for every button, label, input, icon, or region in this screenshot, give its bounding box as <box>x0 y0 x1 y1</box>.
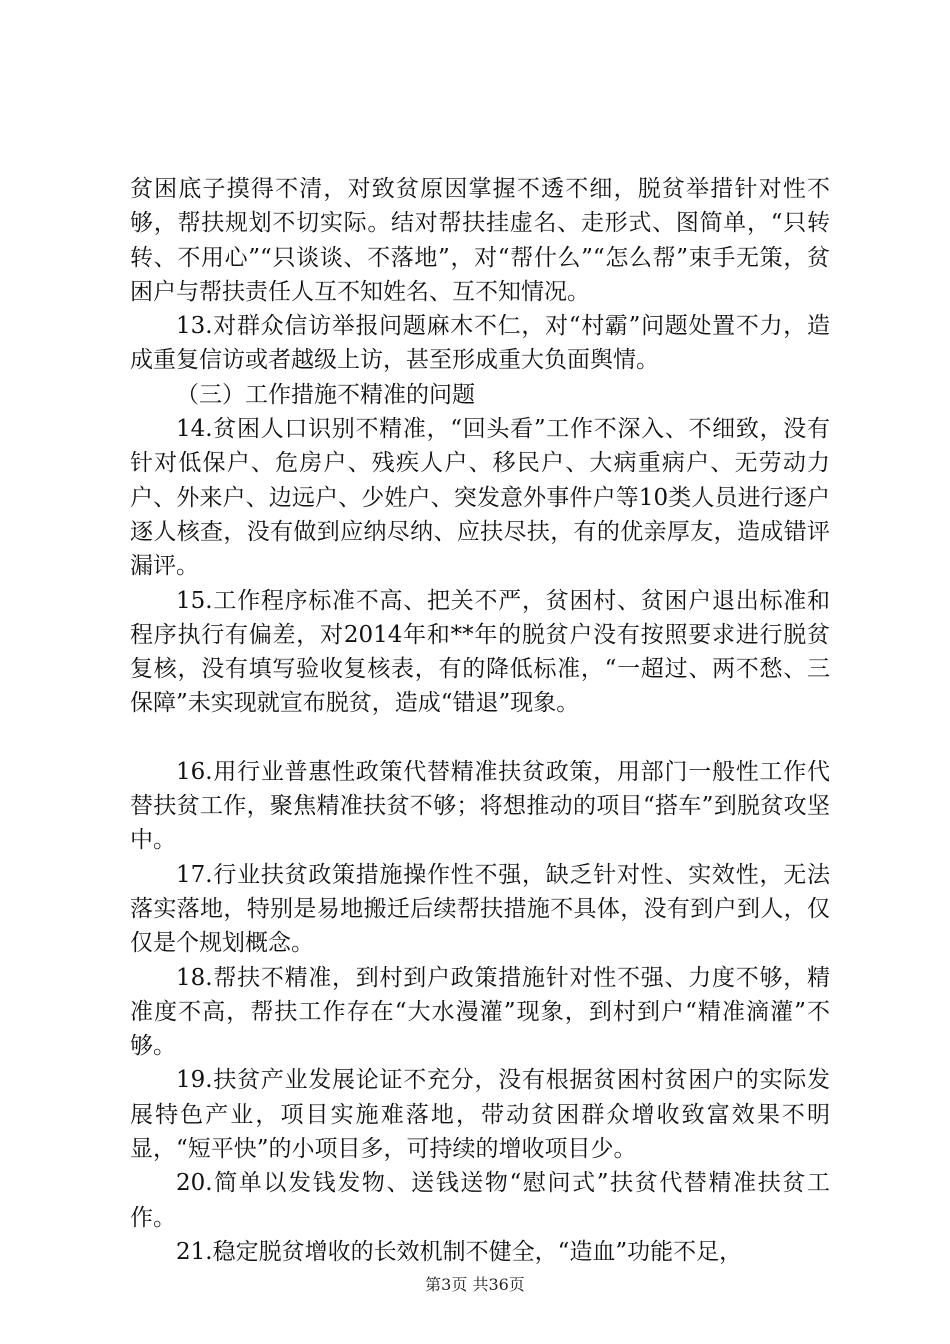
section-heading-3: （三）工作措施不精准的问题 <box>176 381 475 408</box>
paragraph-16: 16.用行业普惠性政策代替精准扶贫政策，用部门一般性工作代替扶贫工作，聚焦精准扶贫不够；将想推动的项目“搭车”到脱贫攻坚中。 <box>130 758 830 854</box>
paragraph-13: 13.对群众信访举报问题麻木不仁，对“村霸”问题处置不力，造成重复信访或者越级上访，甚至形成重大负面舆情。 <box>130 313 830 374</box>
paragraph-19: 19.扶贫产业发展论证不充分，没有根据贫困村贫困户的实际发展特色产业，项目实施难落地，带动贫困群众增收致富效果不明显，“短平快”的小项目多，可持续的增收项目少。 <box>130 1067 830 1163</box>
paragraph-spacer <box>130 721 830 755</box>
paragraph-14: 14.贫困人口识别不精准，“回头看”工作不深入、不细致，没有针对低保户、危房户、残疾人户、移民户、大病重病户、无劳动力户、外来户、边远户、少姓户、突发意外事件户等10类人员进行逐户逐人核查，没有做到应纳尽纳、应扶尽扶，有的优亲厚友，造成错评漏评。 <box>130 416 830 580</box>
paragraph-17: 17.行业扶贫政策措施操作性不强，缺乏针对性、实效性，无法落实落地，特别是易地搬迁后续帮扶措施不具体，没有到户到人，仅仅是个规划概念。 <box>130 861 830 957</box>
paragraph-21: 21.稳定脱贫增收的长效机制不健全，“造血”功能不足， <box>176 1238 743 1265</box>
paragraph-18: 18.帮扶不精准，到村到户政策措施针对性不强、力度不够，精准度不高，帮扶工作存在“大水漫灌”现象，到村到户“精准滴灌”不够。 <box>130 964 830 1060</box>
paragraph-15: 15.工作程序标准不高、把关不严，贫困村、贫困户退出标准和程序执行有偏差，对2014年和**年的脱贫户没有按照要求进行脱贫复核，没有填写验收复核表，有的降低标准，“一超过、两不愁、三保障”未实现就宣布脱贫，造成“错退”现象。 <box>130 587 830 717</box>
page-number-footer: 第3页 共36页 <box>425 1275 525 1294</box>
document-body <box>130 172 830 1269</box>
paragraph-continuation: 贫困底子摸得不清，对致贫原因掌握不透不细，脱贫举措针对性不够，帮扶规划不切实际。结对帮扶挂虚名、走形式、图简单，“只转转、不用心”“只谈谈、不落地”，对“帮什么”“怎么帮”束手无策，贫困户与帮扶责任人互不知姓名、互不知情况。 <box>130 176 830 305</box>
paragraph-20: 20.简单以发钱发物、送钱送物“慰问式”扶贫代替精准扶贫工作。 <box>130 1170 830 1231</box>
